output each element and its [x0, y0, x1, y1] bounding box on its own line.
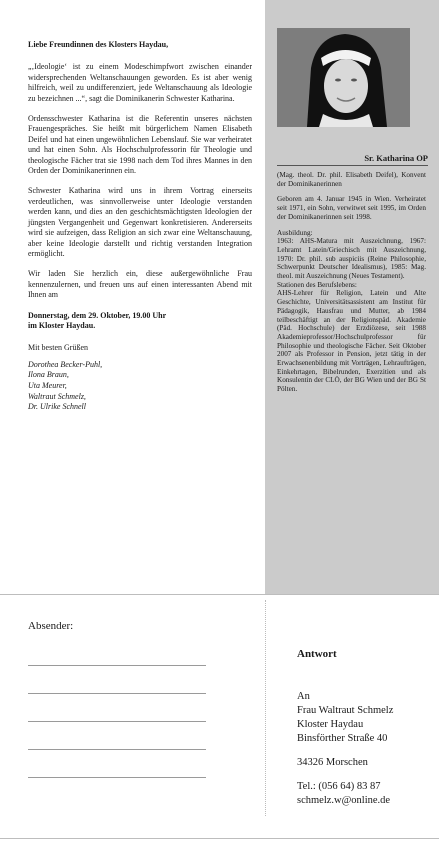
speaker-caption: Sr. Katharina OP — [277, 153, 428, 166]
signature-list — [28, 360, 252, 413]
address-line: Kloster Haydau — [297, 719, 364, 730]
speaker-biography: Geboren am 4. Januar 1945 in Wien. Verheiratet seit 1971, ein Sohn, verwitwet seit 1995, im Orden der Dominikanerinnen seit 1998. — [277, 195, 426, 221]
speaker-bio — [277, 171, 426, 401]
speaker-sidebar — [265, 0, 439, 594]
address-line: An — [297, 691, 310, 702]
letter-paragraph: Schwester Katharina wird uns in ihrem Vortrag einerseits verdeutlichen, was sinnvollerweise unter Ideologie verstanden werden kann, und dies an den geschichtsmächtigsten Ideologien der jüngsten Vergangenheit und Gegenwart konkretisieren. Andererseits wird sie aufzeigen, dass Religion an sich zwar eine Weltanschauung, aber keine Ideologie darstellt und richtig verstanden Integration ermöglicht. — [28, 186, 252, 258]
sender-field-line[interactable] — [28, 749, 206, 750]
answer-title: Antwort — [297, 648, 337, 660]
recipient-address — [297, 690, 432, 808]
education-heading: Ausbildung: — [277, 228, 313, 237]
letter-paragraph: „‚Ideologie‘ ist zu einem Modeschimpfwort zwischen einander widersprechenden Weltanschauungen geworden. Es ist aber wenig hilfreich, weil zu undifferenziert, jede Weltanschauung als Ideologie zu bezeichnen ...“, sagt die Dominikanerin Schwester Katharina. — [28, 62, 252, 103]
letter-closing: Mit besten Grüßen — [28, 343, 88, 353]
letter-paragraph: Wir laden Sie herzlich ein, diese außergewöhnliche Frau kennenzulernen, und freuen uns auf einen interessanten Abend mit Ihnen am — [28, 269, 252, 300]
speaker-career — [277, 229, 426, 394]
event-datetime: Donnerstag, dem 29. Oktober, 19.00 Uhr — [28, 310, 167, 320]
card-divider — [265, 600, 266, 816]
sender-field-line[interactable] — [28, 777, 206, 778]
signature-name: Ilona Braun, — [28, 370, 69, 380]
address-line: Frau Waltraut Schmelz — [297, 705, 394, 716]
contact-email: schmelz.w@online.de — [297, 795, 391, 806]
signature-name: Waltraut Schmelz, — [28, 391, 86, 401]
speaker-intro: (Mag. theol. Dr. phil. Elisabeth Deifel), Konvent der Dominikanerinnen — [277, 171, 426, 188]
signature-name: Uta Meurer, — [28, 380, 67, 390]
education-details: 1963: AHS-Matura mit Auszeichnung, 1967: Lehramt Latein/Griechisch mit Auszeichnung, 1970: Dr. phil. sub auspiciis (Reine Philosophie, Schwerpunkt Deutscher Idealismus), 1985: Mag. theol. mit Auszeichnung (Neues Testament). — [277, 237, 426, 281]
invitation-letter — [28, 40, 252, 413]
event-date — [28, 311, 252, 332]
event-location: im Kloster Haydau. — [28, 320, 96, 330]
speaker-photo — [277, 28, 410, 127]
bottom-edge-line — [0, 838, 439, 839]
portrait-image — [277, 28, 410, 127]
sender-label: Absender: — [28, 620, 74, 632]
sender-field-line[interactable] — [28, 721, 206, 722]
sender-field-line[interactable] — [28, 665, 206, 666]
career-heading: Stationen des Berufslebens: — [277, 280, 357, 289]
career-details: AHS-Lehrer für Religion, Latein und Alte Geschichte, Universitätsassistent am Institut für Pädagogik, Hausfrau und Mutter, ab 1984 teilbeschäftigt an der Religionspäd. Akademie (Päd. Hochschule) der Erzdiözese, seit 1988 Akademieprofessor/Hochschulprofessor für Philosophie und theologische Fächer. Seit Oktober 2007 als Professor in Pension, jetzt tätig in der Erwachsenenbildung mit Vorträgen, Lehraufträgen, Einkehrtagen, Bibelrunden, Exerzitien und als Konsulentin der CLÖ, der BG Wien und der BG St Pölten. — [277, 289, 426, 394]
signature-name: Dr. Ulrike Schnell — [28, 402, 86, 412]
signature-name: Dorothea Becker-Puhl, — [28, 359, 103, 369]
letter-greeting: Liebe Freundinnen des Klosters Haydau, — [28, 40, 169, 49]
sender-field-line[interactable] — [28, 693, 206, 694]
address-city: 34326 Morschen — [297, 757, 368, 768]
fold-line — [0, 594, 439, 595]
address-line: Binsförther Straße 40 — [297, 733, 388, 744]
letter-paragraph: Ordensschwester Katharina ist die Referentin unseres nächsten Frauengespräches. Sie heißt mit bürgerlichem Namen Elisabeth Deifel und hat einen ungewöhnlichen Lebenslauf. Sie war verheiratet und hat einen Sohn. Als Hochschulprofessorin für Theologie und theologische Fächer trat sie 1998 nach dem Tod ihres Mannes in den Orden der Dominikanerinnen ein. — [28, 114, 252, 176]
contact-phone: Tel.: (056 64) 83 87 — [297, 781, 381, 792]
